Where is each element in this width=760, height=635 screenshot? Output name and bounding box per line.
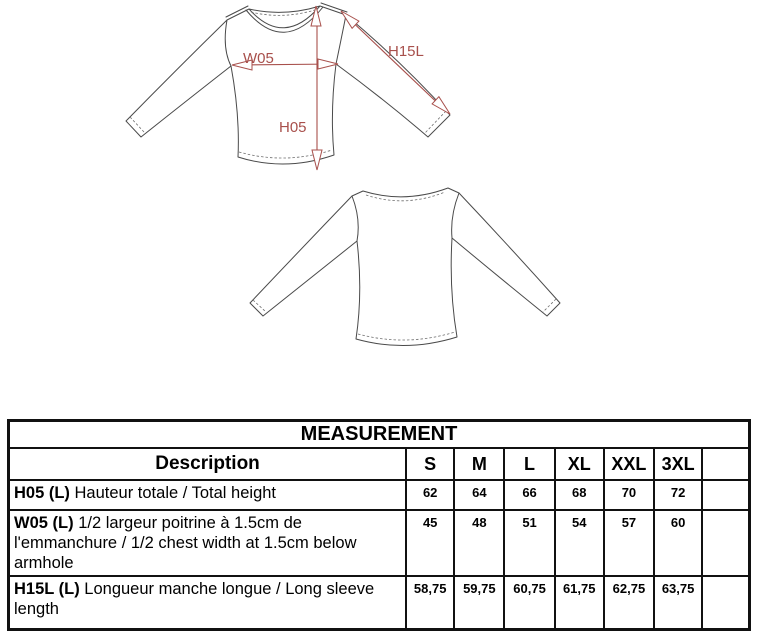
size-header-3xl: 3XL (654, 448, 702, 480)
w05-description (9, 510, 407, 576)
w05-code: W05 (L) (14, 514, 74, 532)
w05-dimension (232, 50, 338, 70)
front-outline (126, 3, 450, 164)
table-row-h05 (9, 480, 750, 510)
description-header: Description (9, 448, 407, 480)
w05-right-arrowhead-icon (318, 59, 338, 69)
w05-value-xxl: 57 (604, 510, 654, 576)
table-header-row (9, 448, 750, 480)
h05-value-3xl: 72 (654, 480, 702, 510)
h15l-description (9, 576, 407, 629)
empty-cell (702, 576, 749, 629)
empty-cell (702, 510, 749, 576)
table-row-h15l (9, 576, 750, 629)
back-outline (250, 188, 560, 346)
w05-value-m: 48 (454, 510, 504, 576)
h05-value-m: 64 (454, 480, 504, 510)
back-stitching (253, 192, 556, 340)
h05-value-xl: 68 (555, 480, 604, 510)
h05-code: H05 (L) (14, 484, 70, 502)
w05-value-l: 51 (504, 510, 554, 576)
h15l-label: H15L (388, 43, 424, 60)
table-title-row (9, 421, 750, 449)
w05-value-3xl: 60 (654, 510, 702, 576)
size-header-s: S (406, 448, 454, 480)
size-header-xxl: XXL (604, 448, 654, 480)
h15l-value-l: 60,75 (504, 576, 554, 629)
h05-dimension (279, 6, 322, 170)
h15l-code: H15L (L) (14, 580, 80, 599)
back-view-drawing (250, 188, 560, 346)
h05-value-l: 66 (504, 480, 554, 510)
h15l-bottom-arrowhead-icon (432, 97, 450, 114)
h15l-value-m: 59,75 (454, 576, 504, 629)
size-header-l: L (504, 448, 554, 480)
size-header-xl: XL (555, 448, 604, 480)
measurement-table-container (7, 419, 751, 631)
h05-value-xxl: 70 (604, 480, 654, 510)
empty-cell (702, 480, 749, 510)
empty-header-cell (702, 448, 749, 480)
h05-bottom-arrowhead-icon (312, 150, 322, 170)
h15l-dimension-line (343, 13, 448, 113)
h15l-text: Longueur manche longue / Long sleeve length (14, 580, 375, 619)
measurement-table (7, 419, 751, 631)
h15l-value-xl: 61,75 (555, 576, 604, 629)
w05-label: W05 (243, 50, 274, 67)
front-view-drawing (126, 3, 450, 164)
h05-text: Hauteur totale / Total height (74, 484, 277, 502)
h15l-value-xxl: 62,75 (604, 576, 654, 629)
h05-label: H05 (279, 119, 307, 136)
table-row-w05 (9, 510, 750, 576)
w05-text: 1/2 largeur poitrine à 1.5cm de l'emmanchure / 1/2 chest width at 1.5cm below armhole (14, 514, 357, 572)
w05-value-xl: 54 (555, 510, 604, 576)
size-header-m: M (454, 448, 504, 480)
w05-value-s: 45 (406, 510, 454, 576)
table-title: MEASUREMENT (9, 421, 750, 449)
h15l-dimension (341, 11, 450, 114)
h15l-value-s: 58,75 (406, 576, 454, 629)
h15l-value-3xl: 63,75 (654, 576, 702, 629)
h05-top-arrowhead-icon (311, 6, 321, 26)
h05-description (9, 480, 407, 510)
h05-value-s: 62 (406, 480, 454, 510)
